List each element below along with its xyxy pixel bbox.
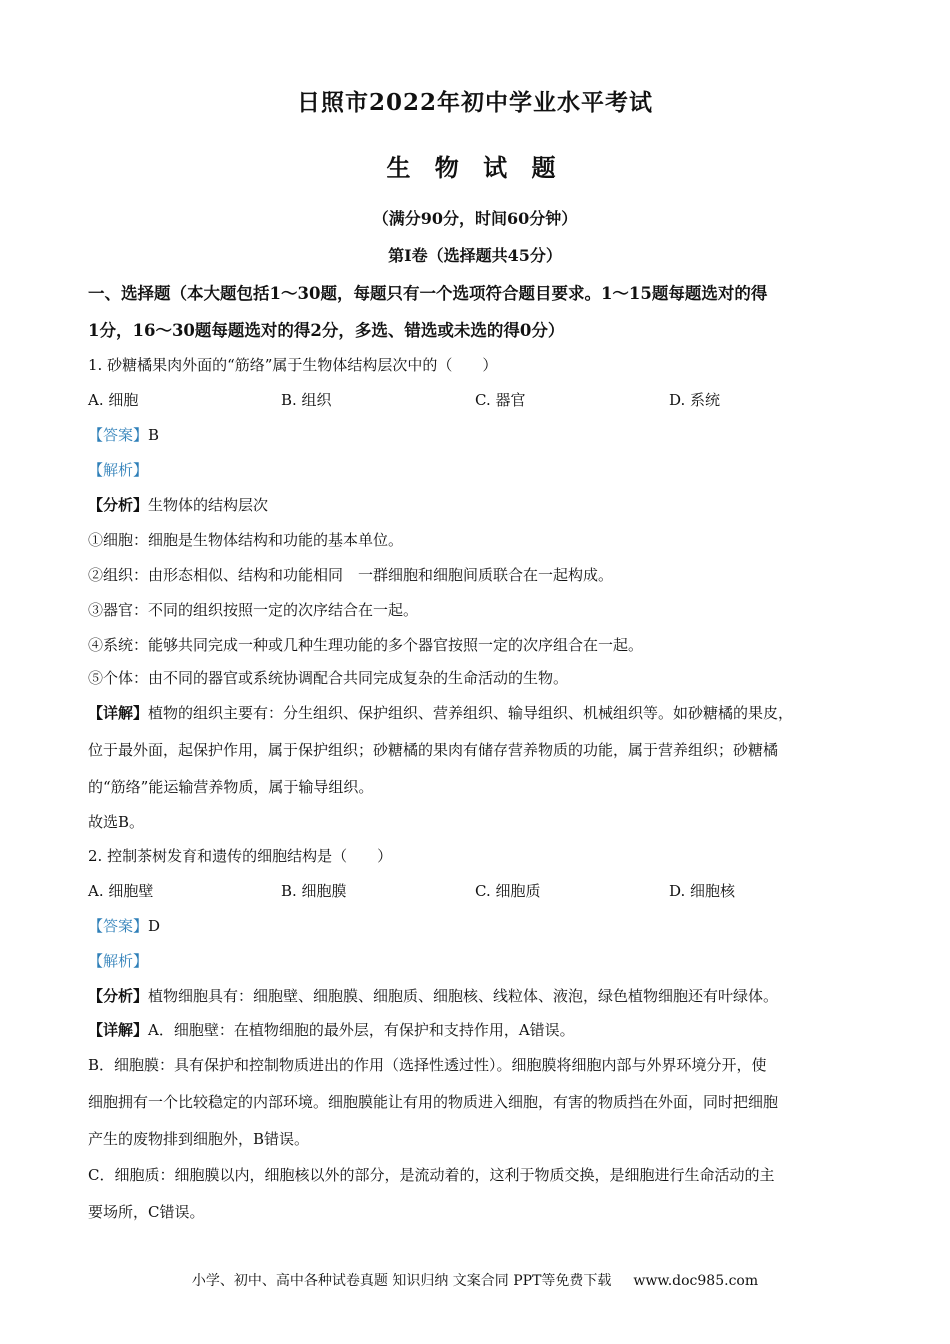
question-2-detail-line-1: B．细胞膜：具有保护和控制物质进出的作用（选择性透过性）。细胞膜将细胞内部与外界环境分开，使 xyxy=(88,1056,767,1074)
section-instructions-line-2: 1分，16～30题每题选对的得2分，多选、错选或未选的得0分） xyxy=(88,321,565,340)
structure-point-5: ⑤个体：由不同的器官或系统协调配合共同完成复杂的生命活动的生物。 xyxy=(88,669,569,687)
question-2-option-c: C. 细胞质 xyxy=(475,882,541,900)
answer-value: B xyxy=(148,426,160,444)
page-footer xyxy=(0,1270,950,1290)
exam-title: 日照市2022年初中学业水平考试 xyxy=(296,89,653,116)
footer-url[interactable]: www.doc985.com xyxy=(633,1273,759,1289)
structure-point-3: ③器官：不同的组织按照一定的次序结合在一起。 xyxy=(88,601,419,619)
question-2-detail-line-3: 产生的废物排到细胞外，B错误。 xyxy=(88,1130,310,1148)
question-1-option-a: A. 细胞 xyxy=(88,391,139,409)
fenxi-label: 【分析】 xyxy=(88,987,149,1005)
question-2-detail-line-5: 要场所，C错误。 xyxy=(88,1203,205,1221)
subject-title: 生 物 试 题 xyxy=(386,153,564,182)
structure-point-4: ④系统：能够共同完成一种或几种生理功能的多个器官按照一定的次序组合在一起。 xyxy=(88,636,644,654)
question-2-detail-line-4: C．细胞质：细胞膜以内，细胞核以外的部分，是流动着的，这利于物质交换，是细胞进行生命活动的主 xyxy=(88,1166,775,1184)
structure-point-1: ①细胞：细胞是生物体结构和功能的基本单位。 xyxy=(88,531,404,549)
question-1-option-c: C. 器官 xyxy=(475,391,526,409)
question-1-conclusion: 故选B。 xyxy=(88,813,145,831)
answer-label: 【答案】 xyxy=(88,426,149,444)
exam-meta: （满分90分，时间60分钟） xyxy=(372,209,578,228)
detail-text: A．细胞壁：在植物细胞的最外层，有保护和支持作用，A错误。 xyxy=(148,1021,575,1039)
question-1-detail-line-3: 的“筋络”能运输营养物质，属于输导组织。 xyxy=(88,778,374,796)
fenxi-label: 【分析】 xyxy=(88,496,149,514)
question-1-detail-line-1 xyxy=(88,702,793,723)
question-1-fenxi xyxy=(88,494,268,515)
fenxi-text: 植物细胞具有：细胞壁、细胞膜、细胞质、细胞核、线粒体、液泡，绿色植物细胞还有叶绿体。 xyxy=(148,987,779,1005)
question-1-stem: 1. 砂糖橘果肉外面的“筋络”属于生物体结构层次中的（ ） xyxy=(88,356,498,374)
answer-label: 【答案】 xyxy=(88,917,149,935)
xiangjie-label: 【详解】 xyxy=(88,704,149,722)
footer-text: 小学、初中、高中各种试卷真题 知识归纳 文案合同 PPT等免费下载 xyxy=(191,1273,612,1289)
analysis-label: 【解析】 xyxy=(88,952,149,970)
question-2-option-a: A. 细胞壁 xyxy=(88,882,154,900)
question-2-detail-line-2: 细胞拥有一个比较稳定的内部环境。细胞膜能让有用的物质进入细胞，有害的物质挡在外面，同时把细胞 xyxy=(88,1093,779,1111)
structure-point-2: ②组织：由形态相似、结构和功能相同 一群细胞和细胞间质联合在一起构成。 xyxy=(88,566,614,584)
detail-text: 植物的组织主要有：分生组织、保护组织、营养组织、输导组织、机械组织等。如砂糖橘的果皮， xyxy=(148,704,794,722)
question-1-answer xyxy=(88,424,159,445)
volume-heading: 第Ⅰ卷（选择题共45分） xyxy=(388,246,562,265)
question-2-option-d: D. 细胞核 xyxy=(669,882,736,900)
section-instructions-line-1: 一、选择题（本大题包括1～30题，每题只有一个选项符合题目要求。1～15题每题选对的得 xyxy=(88,284,768,303)
fenxi-text: 生物体的结构层次 xyxy=(148,496,269,514)
question-2-option-b: B. 细胞膜 xyxy=(281,882,347,900)
question-1-option-b: B. 组织 xyxy=(281,391,332,409)
question-2-answer xyxy=(88,915,160,936)
question-1-detail-line-2: 位于最外面，起保护作用，属于保护组织；砂糖橘的果肉有储存营养物质的功能，属于营养组织；砂糖橘 xyxy=(88,741,779,759)
analysis-label: 【解析】 xyxy=(88,461,149,479)
question-2-detail-first xyxy=(88,1019,575,1040)
answer-value: D xyxy=(148,917,161,935)
question-2-fenxi xyxy=(88,985,778,1006)
question-1-option-d: D. 系统 xyxy=(669,391,721,409)
question-2-stem: 2. 控制茶树发育和遗传的细胞结构是（ ） xyxy=(88,847,393,865)
xiangjie-label: 【详解】 xyxy=(88,1021,149,1039)
